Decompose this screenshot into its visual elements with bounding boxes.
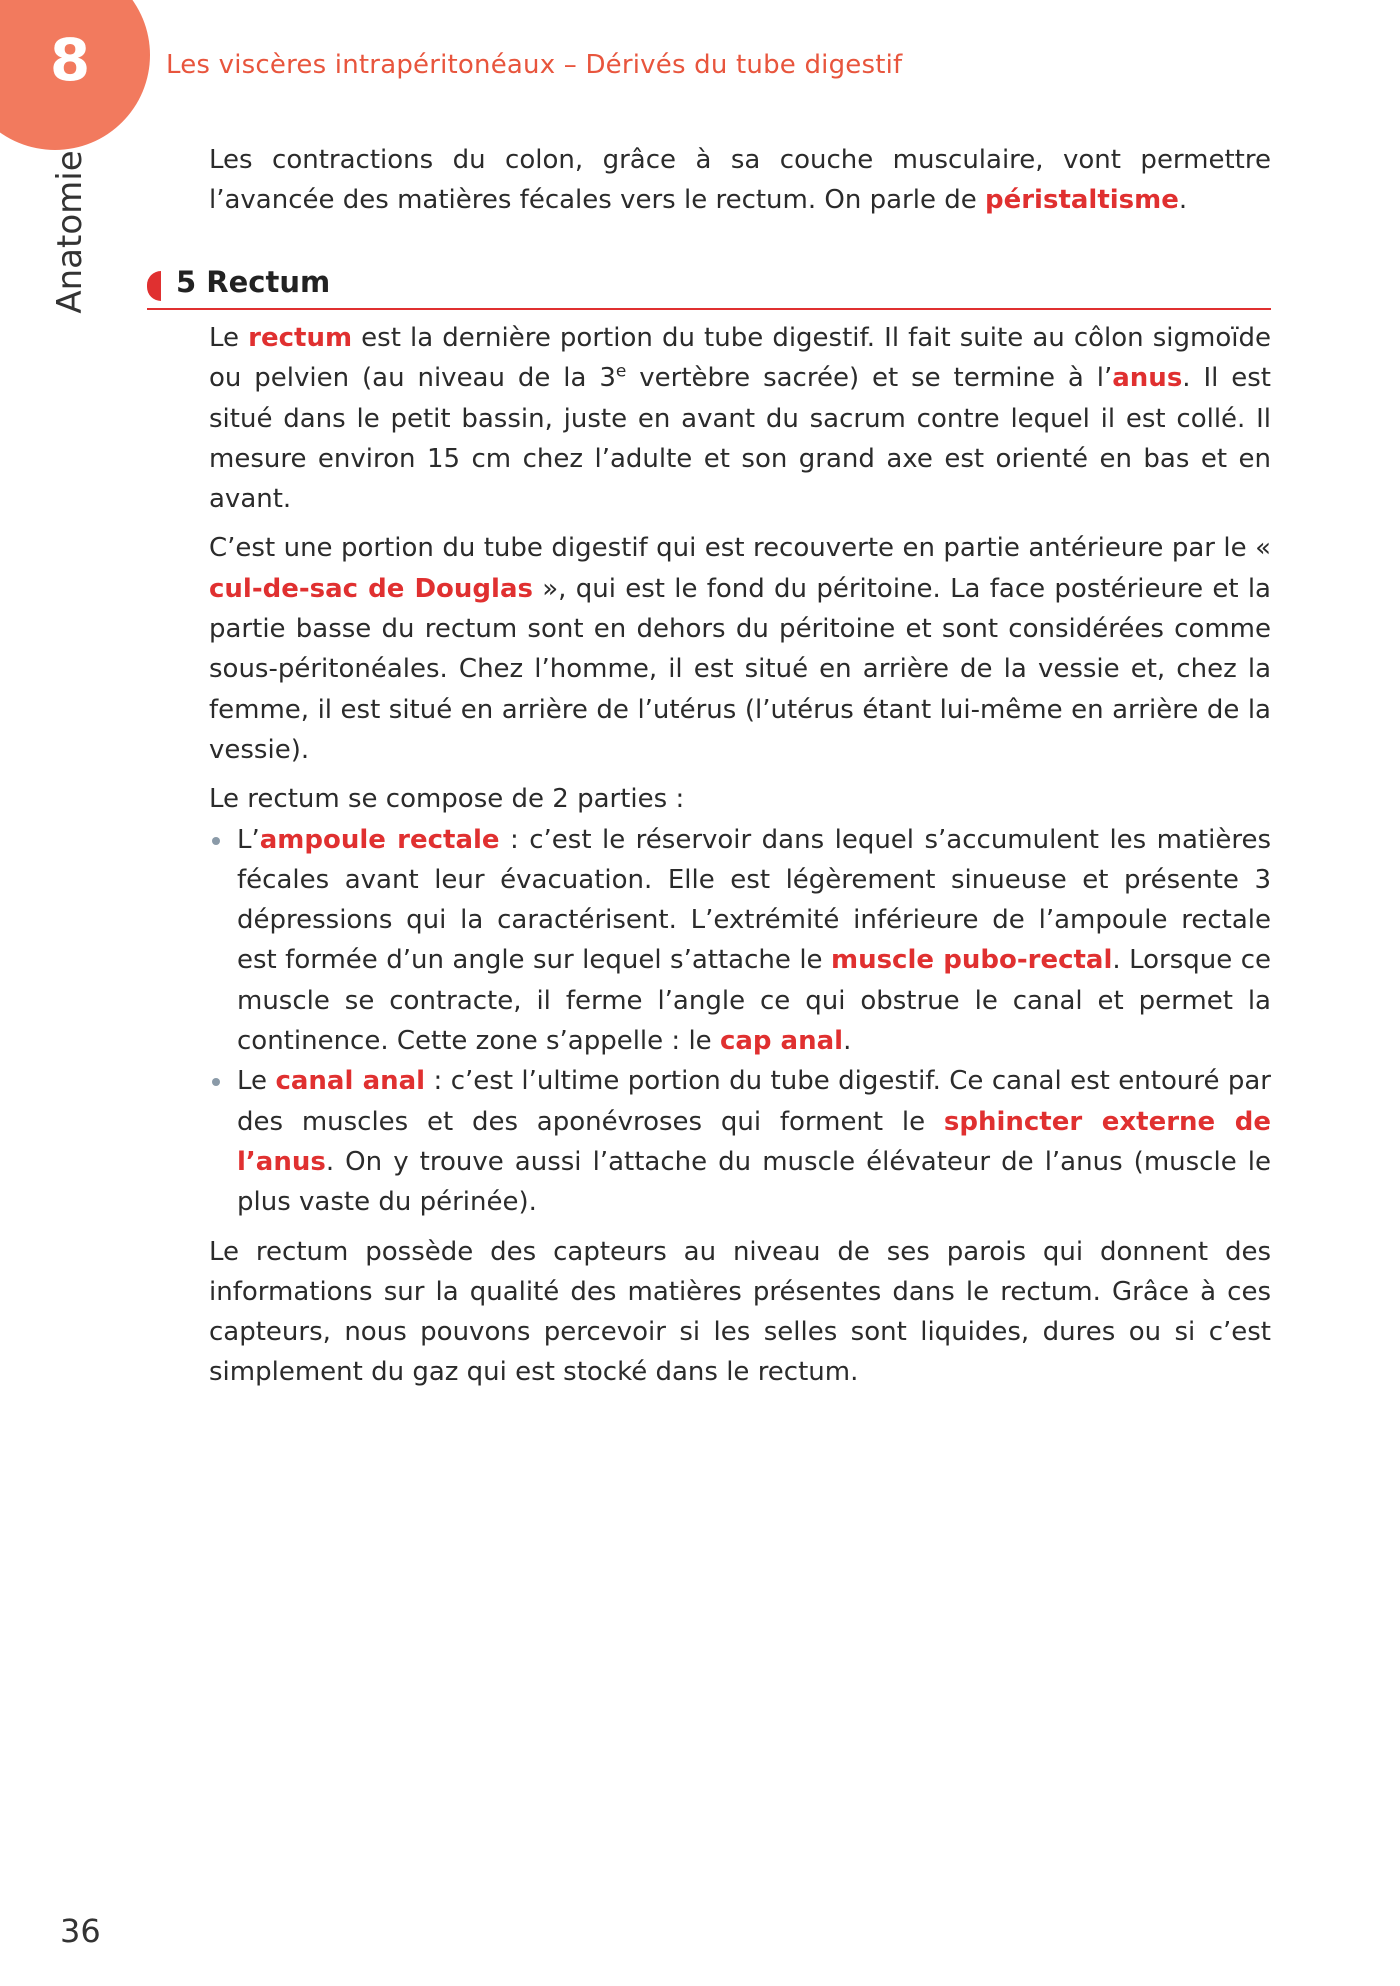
intro-paragraph [209, 140, 1271, 221]
section-body [209, 318, 1271, 1402]
text: . Il est situé dans le petit bassin, juste en avant du sacrum contre lequel il est collé. Il mesure environ 15 cm chez l’adulte et son grand axe est orienté en bas et en avant. [209, 363, 1272, 515]
list-item [209, 820, 1271, 1062]
keyword-sphincter: sphincter externe de l’anus [237, 1106, 1271, 1177]
keyword-anus: anus [1112, 363, 1183, 394]
keyword-muscle-pubo-rectal: muscle pubo-rectal [830, 945, 1113, 976]
text: . Lorsque ce muscle se contracte, il ferme l’angle ce qui obstrue le canal et permet la continence. Cette zone s’appelle : le [237, 945, 1272, 1057]
intro-block [209, 140, 1271, 230]
paragraph-capteurs: Le rectum possède des capteurs au niveau de ses parois qui donnent des informations sur la qualité des matières présentes dans le rectum. Grâce à ces capteurs, nous pouvons percevoir si les selles sont liquides, dures ou si c’est simplement du gaz qui est stocké dans le rectum. [209, 1236, 1271, 1388]
keyword-canal-anal: canal anal [275, 1066, 426, 1097]
keyword-cap-anal: cap anal [719, 1026, 844, 1057]
text: : c’est l’ultime portion du tube digestif. Ce canal est entouré par des muscles et des aponévroses qui forment le [237, 1066, 1271, 1137]
section-marker [147, 271, 161, 301]
keyword-peristaltisme: péristaltisme [984, 185, 1179, 216]
paragraph-rectum-definition [209, 318, 1271, 519]
text: est la dernière portion du tube digestif. Il fait suite au côlon sigmoïde ou pelvien (au niveau de la 3 [209, 323, 1271, 394]
text: : c’est le réservoir dans lequel s’accumulent les matières fécales avant leur évacuation. Elle est légèrement sinueuse et présente 3 dépressions qui la caractérisent. L’extrémité inférieure de l’ampoule rectale est formée d’un angle sur lequel s’attache le [237, 824, 1272, 976]
list-item [209, 1061, 1271, 1222]
page-number: 36 [60, 1912, 101, 1950]
text: », qui est le fond du péritoine. La face postérieure et la partie basse du rectum sont en dehors du péritoine et sont considérées comme sous-péritonéales. Chez l’homme, il est situé en arrière de la vessie et, chez la femme, il est situé en arrière de l’utérus (l’utérus étant lui-même en arrière de la vessie). [209, 573, 1271, 765]
text: . On y trouve aussi l’attache du muscle élévateur de l’anus (muscle le plus vaste du périnée). [237, 1146, 1271, 1218]
text: Le [237, 1066, 276, 1097]
text: . [1178, 185, 1188, 216]
chapter-number: 8 [49, 26, 91, 94]
keyword-rectum: rectum [248, 323, 353, 353]
section-heading [147, 262, 1271, 310]
keyword-ampoule-rectale: ampoule rectale [259, 824, 500, 855]
paragraph-parts-intro: Le rectum se compose de 2 parties : [209, 784, 685, 815]
text: C’est une portion du tube digestif qui est recouverte en partie antérieure par le « [209, 533, 1271, 564]
text: Le [209, 323, 249, 353]
keyword-cul-de-sac: cul-de-sac de Douglas [209, 573, 533, 604]
text: Les contractions du colon, grâce à sa couche musculaire, vont permettre l’avancée des matières fécales vers le rectum. On parle de [209, 145, 1271, 216]
paragraph-douglas [209, 528, 1271, 770]
text: L’ [237, 824, 260, 855]
bullet-icon [212, 1078, 220, 1086]
side-label: Anatomie [50, 150, 90, 314]
text: vertèbre sacrée) et se termine à l’ [626, 363, 1113, 394]
text: . [843, 1026, 852, 1057]
running-head: Les viscères intrapéritonéaux – Dérivés du tube digestif [166, 50, 903, 80]
superscript: e [615, 361, 627, 382]
section-title: 5 Rectum [176, 265, 331, 299]
bullet-icon [212, 837, 220, 845]
parts-list [209, 820, 1271, 1223]
